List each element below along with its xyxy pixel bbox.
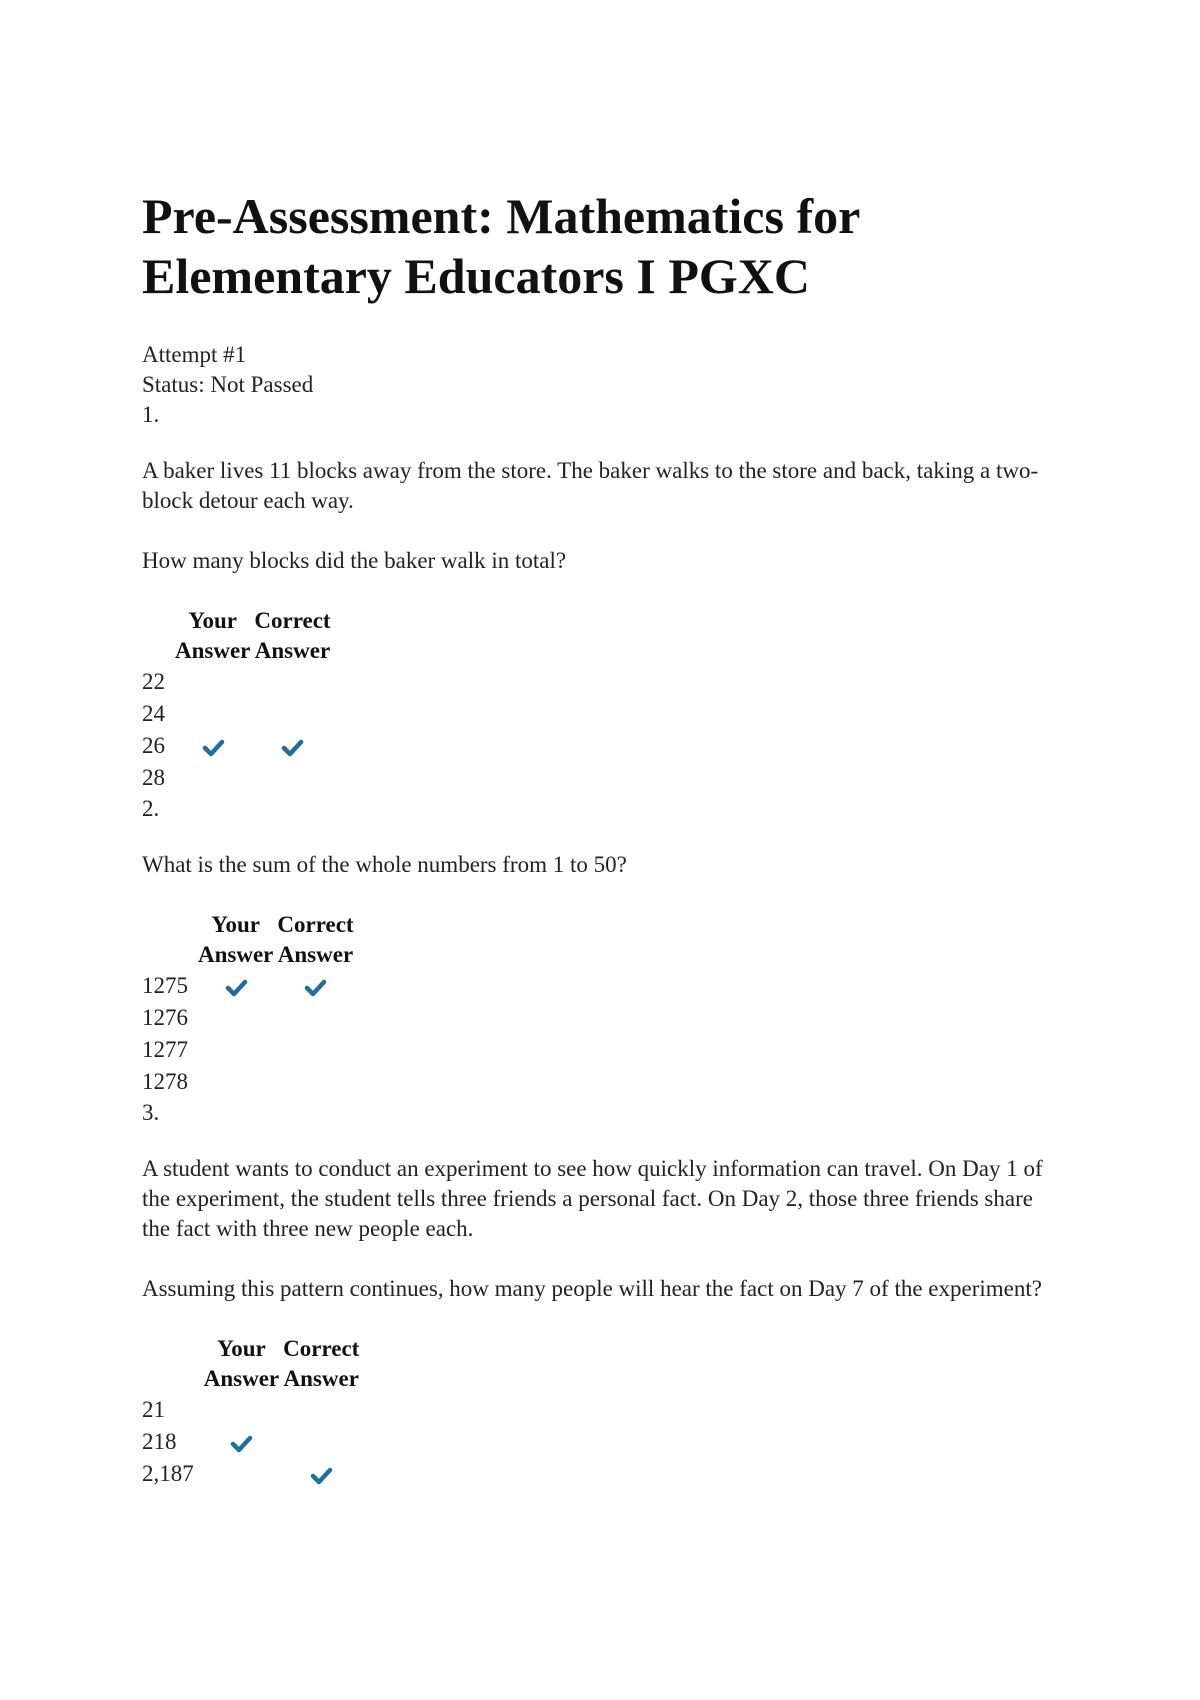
answer-table bbox=[142, 1334, 361, 1490]
answer-option-row bbox=[142, 970, 356, 1002]
correct-answer-header-line1: Correct bbox=[254, 608, 331, 633]
assessment-page bbox=[142, 186, 1062, 1490]
attempt-label: Attempt #1 bbox=[142, 342, 247, 367]
answer-table bbox=[142, 606, 333, 794]
your-answer-header-line2: Answer bbox=[203, 1366, 280, 1391]
your-answer-header bbox=[202, 1334, 281, 1394]
answer-option-value: 2,187 bbox=[142, 1461, 194, 1486]
correct-answer-header-line1: Correct bbox=[277, 912, 354, 937]
correct-answer-cell bbox=[252, 698, 332, 730]
question-number: 3. bbox=[142, 1100, 160, 1125]
your-answer-cell bbox=[202, 1458, 281, 1490]
answer-header-row bbox=[142, 1334, 361, 1394]
your-answer-cell bbox=[196, 1066, 275, 1098]
your-answer-check-icon bbox=[229, 1434, 253, 1454]
answer-header-row bbox=[142, 910, 356, 970]
answer-option-value: 1275 bbox=[142, 973, 188, 998]
question-block bbox=[142, 1098, 1062, 1490]
your-answer-header bbox=[196, 910, 275, 970]
your-answer-header-line1: Your bbox=[211, 912, 260, 937]
correct-answer-header-line1: Correct bbox=[283, 1336, 360, 1361]
your-answer-header-line2: Answer bbox=[175, 638, 251, 663]
your-answer-cell bbox=[173, 698, 252, 730]
your-answer-check-icon bbox=[224, 978, 248, 998]
correct-answer-cell bbox=[281, 1458, 361, 1490]
question-text: A student wants to conduct an experiment to see how quickly information can travel. On Day 1 of the experiment, the student tells three friends a personal fact. On Day 2, those three friends share the fact with three new people each. bbox=[142, 1156, 1043, 1241]
question-block bbox=[142, 400, 1062, 794]
answer-option-row bbox=[142, 1394, 361, 1426]
question-block bbox=[142, 794, 1062, 1098]
answer-option-row bbox=[142, 730, 333, 762]
correct-answer-header bbox=[252, 606, 332, 666]
correct-answer-cell bbox=[252, 762, 332, 794]
answer-option-row bbox=[142, 1458, 361, 1490]
your-answer-cell bbox=[196, 1034, 275, 1066]
your-answer-cell bbox=[202, 1394, 281, 1426]
your-answer-cell bbox=[173, 762, 252, 794]
answer-option-value: 26 bbox=[142, 733, 165, 758]
correct-answer-check-icon bbox=[303, 978, 327, 998]
answer-option-row bbox=[142, 1034, 356, 1066]
question-text: How many blocks did the baker walk in total? bbox=[142, 548, 567, 573]
answer-option-value: 28 bbox=[142, 765, 165, 790]
correct-answer-check-icon bbox=[280, 738, 304, 758]
correct-answer-check-icon bbox=[309, 1466, 333, 1486]
your-answer-check-icon bbox=[201, 738, 225, 758]
answer-option-value: 21 bbox=[142, 1397, 165, 1422]
correct-answer-header bbox=[281, 1334, 361, 1394]
answer-option-row bbox=[142, 1002, 356, 1034]
answer-option-value: 218 bbox=[142, 1429, 177, 1454]
answer-option-value: 22 bbox=[142, 669, 165, 694]
correct-answer-header-line2: Answer bbox=[283, 1366, 359, 1391]
question-text: A baker lives 11 blocks away from the store. The baker walks to the store and back, taking a two-block detour each way. bbox=[142, 458, 1039, 513]
question-number: 2. bbox=[142, 796, 160, 821]
answer-option-value: 24 bbox=[142, 701, 165, 726]
question-list bbox=[142, 400, 1062, 1490]
question-text: Assuming this pattern continues, how many people will hear the fact on Day 7 of the experiment? bbox=[142, 1276, 1042, 1301]
your-answer-header-line2: Answer bbox=[198, 942, 274, 967]
your-answer-header-line1: Your bbox=[188, 608, 237, 633]
answer-header-row bbox=[142, 606, 333, 666]
question-text: What is the sum of the whole numbers from 1 to 50? bbox=[142, 852, 627, 877]
answer-option-value: 1278 bbox=[142, 1069, 188, 1094]
your-answer-cell bbox=[173, 730, 252, 762]
answer-option-row bbox=[142, 698, 333, 730]
your-answer-cell bbox=[196, 970, 275, 1002]
answer-header-spacer bbox=[142, 606, 173, 666]
correct-answer-header-line2: Answer bbox=[254, 638, 331, 663]
correct-answer-cell bbox=[281, 1394, 361, 1426]
correct-answer-header-line2: Answer bbox=[277, 942, 354, 967]
correct-answer-header bbox=[275, 910, 355, 970]
answer-table bbox=[142, 910, 356, 1098]
question-number: 1. bbox=[142, 402, 160, 427]
answer-option-row bbox=[142, 1066, 356, 1098]
correct-answer-cell bbox=[281, 1426, 361, 1458]
correct-answer-cell bbox=[275, 1066, 355, 1098]
your-answer-cell bbox=[173, 666, 252, 698]
answer-option-row bbox=[142, 1426, 361, 1458]
answer-option-row bbox=[142, 762, 333, 794]
correct-answer-cell bbox=[275, 1002, 355, 1034]
your-answer-header bbox=[173, 606, 252, 666]
correct-answer-cell bbox=[275, 970, 355, 1002]
page-title: Pre-Assessment: Mathematics for Elementary Educators I PGXC bbox=[142, 188, 860, 304]
your-answer-cell bbox=[196, 1002, 275, 1034]
answer-option-value: 1276 bbox=[142, 1005, 188, 1030]
correct-answer-cell bbox=[252, 730, 332, 762]
status-label: Status: Not Passed bbox=[142, 372, 314, 397]
answer-header-spacer bbox=[142, 1334, 202, 1394]
answer-header-spacer bbox=[142, 910, 196, 970]
answer-option-value: 1277 bbox=[142, 1037, 188, 1062]
answer-option-row bbox=[142, 666, 333, 698]
correct-answer-cell bbox=[275, 1034, 355, 1066]
correct-answer-cell bbox=[252, 666, 332, 698]
your-answer-cell bbox=[202, 1426, 281, 1458]
your-answer-header-line1: Your bbox=[217, 1336, 266, 1361]
